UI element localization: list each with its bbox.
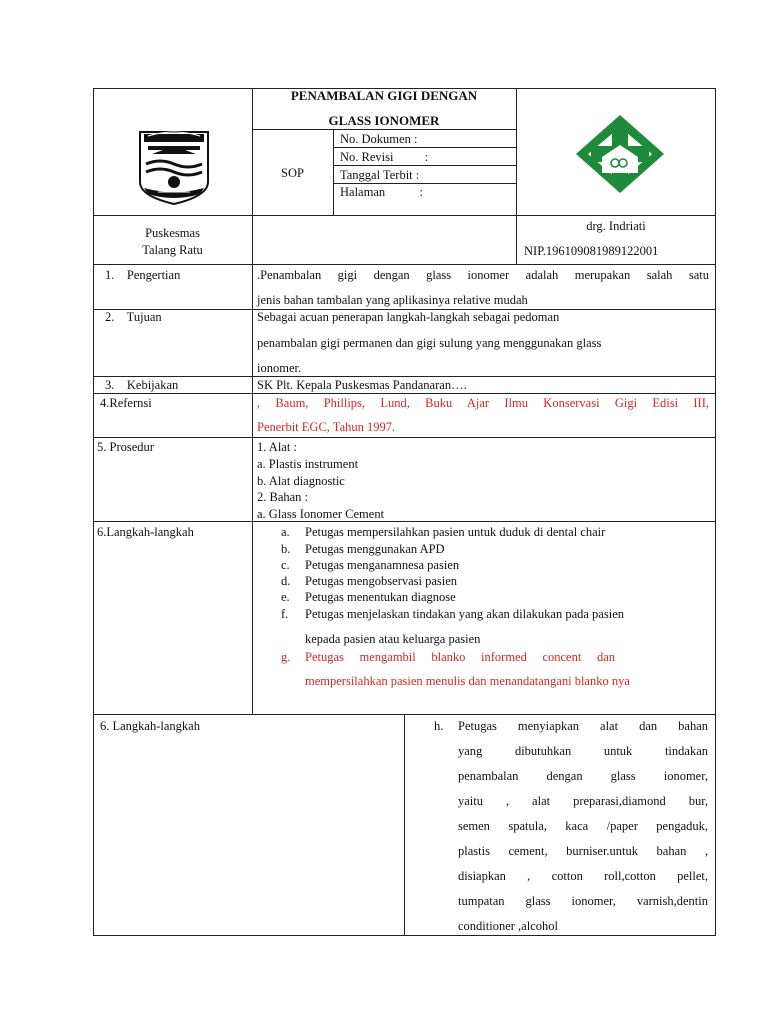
list-item-line: disiapkan , cotton roll,cotton pellet, (458, 869, 708, 883)
list-marker: c. (281, 558, 290, 572)
column-divider (333, 129, 334, 215)
list-item-continuation: mempersilahkan pasien menulis dan menandatangani blanko nya (305, 674, 630, 688)
row-divider (93, 437, 716, 438)
field-halaman: Halaman : (340, 185, 423, 199)
field-tanggal-terbit: Tanggal Terbit : (340, 168, 420, 182)
section-label-langkah-continued: 6. Langkah-langkah (100, 719, 200, 733)
section-label-referensi: 4.Refernsi (100, 396, 152, 410)
list-item: Petugas menjelaskan tindakan yang akan dilakukan pada pasien (305, 607, 624, 621)
document-title-line2: GLASS IONOMER (328, 113, 440, 128)
prosedur-line: b. Alat diagnostic (257, 474, 345, 488)
list-marker: a. (281, 525, 290, 539)
signer-name: drg. Indriati (586, 219, 646, 233)
list-item-line: yaitu , alat preparasi,diamond bur, (458, 794, 708, 808)
puskesmas-logo-icon (568, 111, 672, 197)
prosedur-line: a. Plastis instrument (257, 457, 359, 471)
prosedur-line: 1. Alat : (257, 440, 297, 454)
sop-label: SOP (281, 166, 304, 180)
list-marker: d. (281, 574, 291, 588)
document-title-line1: PENAMBALAN GIGI DENGAN (290, 88, 478, 103)
column-divider (516, 88, 517, 264)
section-label-tujuan: 2. Tujuan (105, 310, 162, 324)
section-label-kebijakan: 3. Kebijakan (105, 378, 179, 392)
tujuan-text-line2: penambalan gigi permanen dan gigi sulung yang menggunakan glass (257, 336, 602, 350)
list-item-line: penambalan dengan glass ionomer, (458, 769, 708, 783)
column-divider (252, 88, 253, 715)
column-divider (404, 714, 405, 936)
list-marker: f. (281, 607, 289, 621)
section-label-pengertian: 1. Pengertian (105, 268, 181, 282)
field-no-revisi: No. Revisi : (340, 150, 429, 164)
list-item: Petugas mengobservasi pasien (305, 574, 458, 588)
prosedur-line: a. Glass Ionomer Cement (257, 507, 385, 521)
field-divider (333, 147, 516, 148)
list-marker: h. (434, 719, 444, 733)
table-border-left (93, 88, 94, 715)
list-item: Petugas mengambil blanko informed concent dan (305, 650, 616, 664)
list-item: Petugas menentukan diagnose (305, 590, 456, 604)
section-label-prosedur: 5. Prosedur (97, 440, 154, 454)
tujuan-text-line1: Sebagai acuan penerapan langkah-langkah sebagai pedoman (257, 310, 560, 324)
tujuan-text-line3: ionomer. (257, 361, 302, 375)
section-label-langkah: 6.Langkah-langkah (97, 525, 194, 539)
field-divider (333, 165, 516, 166)
list-marker: b. (281, 542, 291, 556)
signer-nip: NIP.196109081989122001 (524, 244, 659, 258)
list-item-line: semen spatula, kaca /paper pengaduk, (458, 819, 708, 833)
list-marker: e. (281, 590, 290, 604)
table-border-left (93, 714, 94, 936)
row-divider (93, 215, 716, 216)
list-item: Petugas menganamnesa pasien (305, 558, 460, 572)
list-item-line: yang dibutuhkan untuk tindakan (458, 744, 708, 758)
prosedur-line: 2. Bahan : (257, 490, 309, 504)
table-border-right (715, 714, 716, 936)
referensi-text-line2: Penerbit EGC, Tahun 1997. (257, 420, 396, 434)
org-name-line2: Talang Ratu (142, 243, 203, 257)
list-item-line: Petugas menyiapkan alat dan bahan (458, 719, 708, 733)
list-item-line: conditioner ,alcohol (458, 919, 558, 933)
pengertian-text-line1: .Penambalan gigi dengan glass ionomer adalah merupakan salah satu (257, 268, 709, 282)
row-divider (93, 521, 716, 522)
list-marker: g. (281, 650, 291, 664)
referensi-text-line1: , Baum, Phillips, Lund, Buku Ajar Ilmu Konservasi Gigi Edisi III, (257, 396, 709, 410)
list-item-line: plastis cement, burniser.untuk bahan , (458, 844, 708, 858)
kebijakan-text: SK Plt. Kepala Puskesmas Pandanaran…. (257, 378, 467, 392)
pengertian-text-line2: jenis bahan tambalan yang aplikasinya relative mudah (257, 293, 528, 307)
field-no-dokumen: No. Dokumen : (340, 132, 418, 146)
table-border-right (715, 88, 716, 715)
header-divider (252, 129, 516, 130)
list-item-continuation: kepada pasien atau keluarga pasien (305, 632, 481, 646)
list-item-line: tumpatan glass ionomer, varnish,dentin (458, 894, 708, 908)
org-name-line1: Puskesmas (145, 226, 200, 240)
row-divider (93, 393, 716, 394)
row-divider (93, 264, 716, 265)
list-item: Petugas menggunakan APD (305, 542, 445, 556)
regional-emblem-icon (134, 124, 214, 208)
list-item: Petugas mempersilahkan pasien untuk duduk di dental chair (305, 525, 606, 539)
